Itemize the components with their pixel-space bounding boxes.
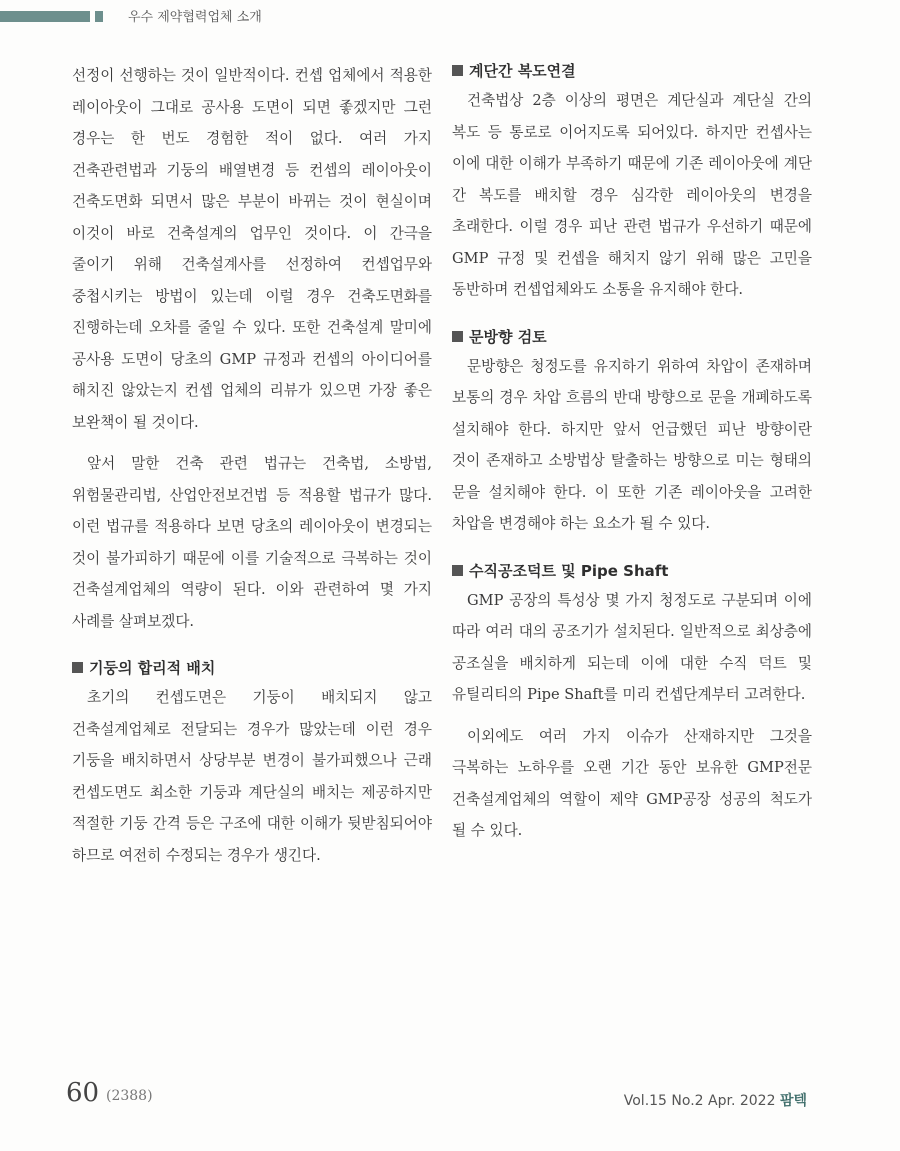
right-column bbox=[452, 60, 812, 847]
subheading bbox=[452, 60, 812, 81]
subheading-text: 수직공조덕트 및 Pipe Shaft bbox=[469, 561, 669, 580]
header-square-mark bbox=[95, 11, 103, 22]
subheading-text: 기둥의 합리적 배치 bbox=[89, 659, 216, 677]
subheading-text: 문방향 검토 bbox=[469, 327, 547, 346]
paragraph: GMP 공장의 특성상 몇 가지 청정도로 구분되며 이에 따라 여러 대의 공조기가 설치된다. 일반적으로 최상층에 공조실을 배치하게 되는데 이에 대한 수직 덕트 및 유틸리티의 Pipe Shaft를 미리 컨셉단계부터 고려한다. bbox=[452, 591, 812, 703]
square-bullet-icon bbox=[452, 331, 463, 342]
paragraph: 이외에도 여러 가지 이슈가 산재하지만 그것을 극복하는 노하우를 오랜 기간 동안 보유한 GMP전문 건축설계업체의 역할이 제약 GMP공장 성공의 척도가 될 수 있다. bbox=[452, 727, 812, 839]
square-bullet-icon bbox=[72, 662, 83, 673]
page-sub-number: (2388) bbox=[106, 1088, 153, 1104]
issue-text: Vol.15 No.2 Apr. 2022 bbox=[623, 1093, 776, 1109]
section-title: 우수 제약협력업체 소개 bbox=[128, 10, 262, 25]
subheading bbox=[452, 326, 812, 347]
header-color-bar bbox=[0, 11, 90, 22]
paragraph: 문방향은 청정도를 유지하기 위하여 차압이 존재하며 보통의 경우 차압 흐름의 반대 방향으로 문을 개폐하도록 설치해야 한다. 하지만 앞서 언급했던 피난 방향이란 것이 존재하고 소방법상 탈출하는 방향으로 미는 형태의 문을 설치해야 한다. 이 또한 기존 레이아웃을 고려한 차압을 변경해야 하는 요소가 될 수 있다. bbox=[452, 357, 812, 532]
page-number: 60 bbox=[66, 1078, 100, 1108]
subheading bbox=[452, 560, 812, 581]
paragraph: 초기의 컨셉도면은 기둥이 배치되지 않고 건축설계업체로 전달되는 경우가 많았는데 이런 경우 기둥을 배치하면서 상당부분 변경이 불가피했으나 근래 컨셉도면도 최소한 기둥과 계단실의 배치는 제공하지만 적절한 기둥 간격 등은 구조에 대한 이해가 뒷받침되어야 하므로 여전히 수정되는 경우가 생긴다. bbox=[72, 689, 432, 864]
footer-issue bbox=[624, 1090, 807, 1110]
brand-name: 팜텍 bbox=[779, 1093, 807, 1109]
paragraph: 건축법상 2층 이상의 평면은 계단실과 계단실 간의 복도 등 통로로 이어지도록 되어있다. 하지만 컨셉사는 이에 대한 이해가 부족하기 때문에 기존 레이아웃에 계단 간 복도를 배치할 경우 심각한 레이아웃의 변경을 초래한다. 이럴 경우 피난 관련 법규가 우선하기 때문에 GMP 규정 및 컨셉을 해치지 않기 위해 많은 고민을 동반하며 컨셉업체와도 소통을 유지해야 한다. bbox=[452, 92, 812, 298]
left-column bbox=[72, 60, 432, 871]
square-bullet-icon bbox=[452, 65, 463, 76]
paragraph: 앞서 말한 건축 관련 법규는 건축법, 소방법, 위험물관리법, 산업안전보건법 등 적용할 법규가 많다. 이런 법규를 적용하다 보면 당초의 레이아웃이 변경되는 것이 불가피하기 때문에 이를 기술적으로 극복하는 것이 건축설계업체의 역량이 된다. 이와 관련하여 몇 가지 사례를 살펴보겠다. bbox=[72, 455, 432, 630]
paragraph: 선정이 선행하는 것이 일반적이다. 컨셉 업체에서 적용한 레이아웃이 그대로 공사용 도면이 되면 좋겠지만 그런 경우는 한 번도 경험한 적이 없다. 여러 가지 건축관련법과 기둥의 배열변경 등 컨셉의 레이아웃이 건축도면화 되면서 많은 부분이 바뀌는 것이 현실이며 이것이 바로 건축설계의 업무인 것이다. 이 간극을 줄이기 위해 건축설계사를 선정하여 컨셉업무와 중첩시키는 방법이 있는데 이럴 경우 건축도면화를 진행하는데 오차를 줄일 수 있다. 또한 건축설계 말미에 공사용 도면이 당초의 GMP 규정과 컨셉의 아이디어를 해치진 않았는지 컨셉 업체의 리뷰가 있으면 가장 좋은 보완책이 될 것이다. bbox=[72, 67, 432, 431]
subheading bbox=[72, 657, 432, 678]
subheading-text: 계단간 복도연결 bbox=[469, 62, 576, 80]
square-bullet-icon bbox=[452, 565, 463, 576]
